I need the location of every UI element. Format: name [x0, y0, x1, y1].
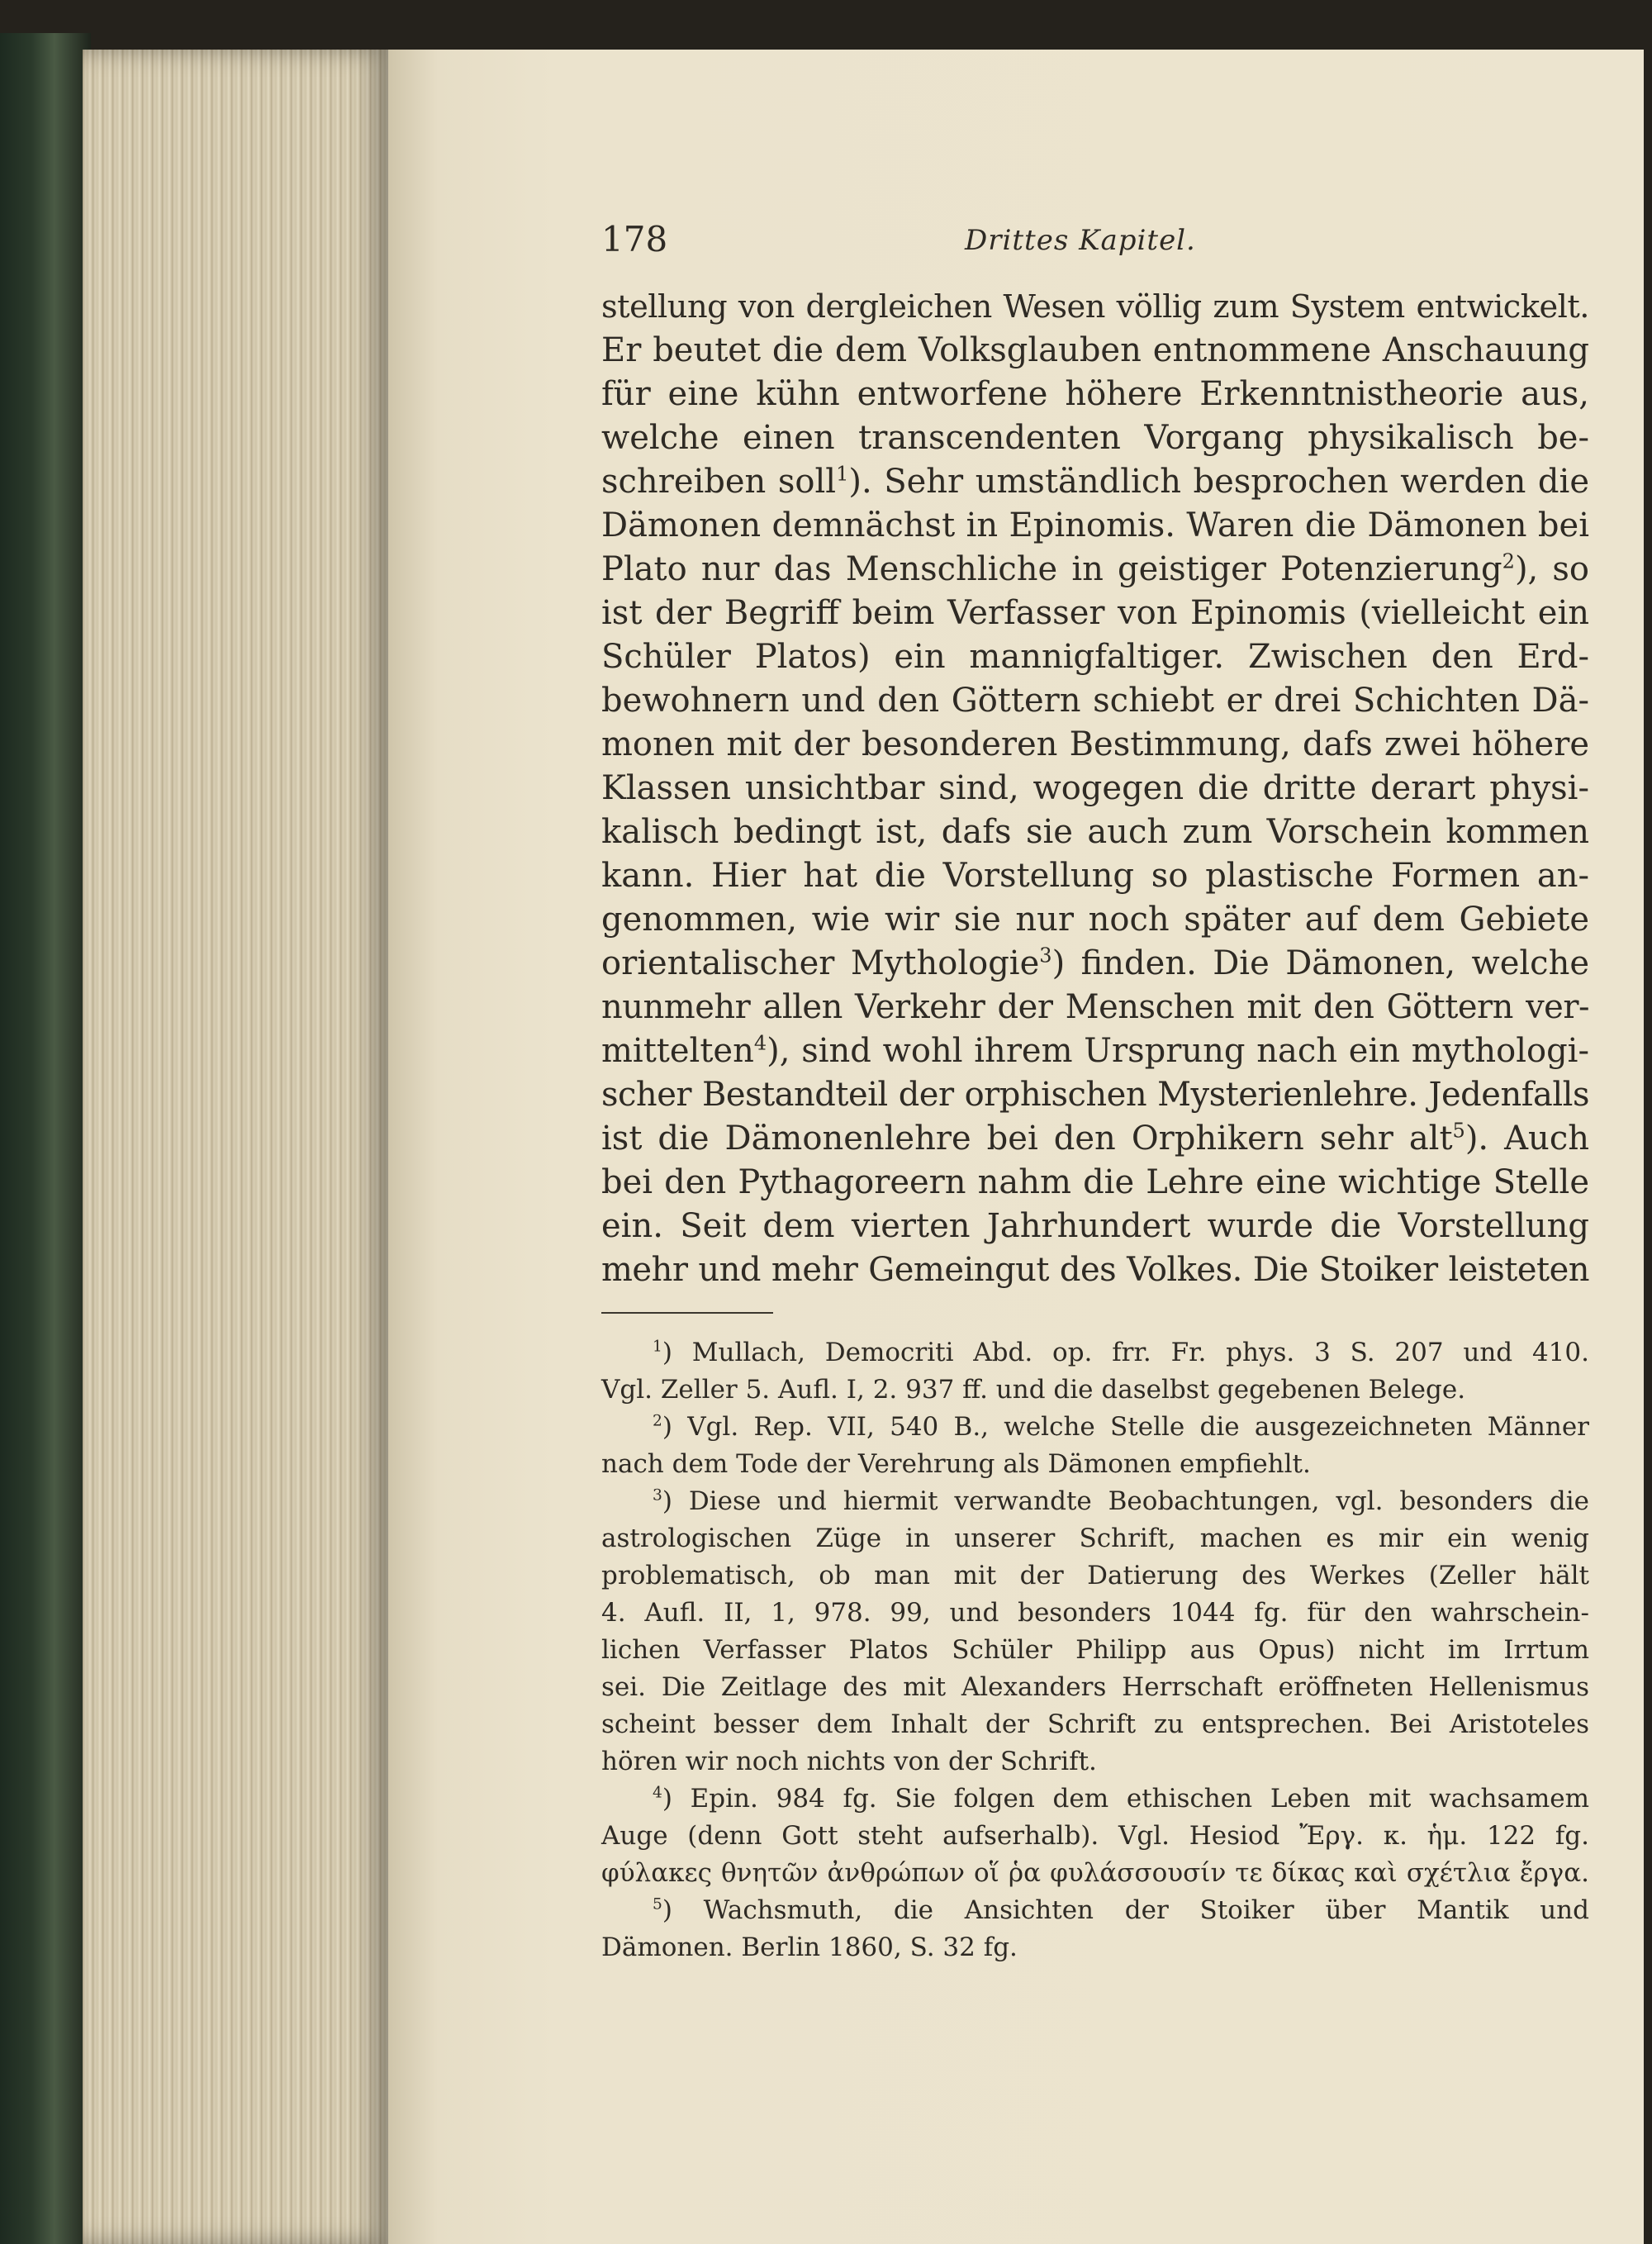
body-line-text: kalisch bedingt ist, dafs sie auch zum Vorschein kommen: [601, 813, 1589, 851]
body-line: [601, 460, 1589, 504]
body-line-text: mehr und mehr Gemeingut des Volkes. Die Stoiker leisteten: [601, 1251, 1589, 1289]
body-text: [601, 285, 1589, 1292]
body-line-text: ist die Dämonenlehre bei den Orphikern sehr alt: [601, 1120, 1453, 1158]
body-line: [601, 1117, 1589, 1161]
body-line-text: Dämonen demnächst in Epinomis. Waren die Dämonen bei: [601, 506, 1589, 544]
body-line: [601, 1205, 1589, 1248]
body-line: [601, 723, 1589, 767]
footnote-text: lichen Verfasser Platos Schüler Philipp aus Opus) nicht im Irrtum: [601, 1635, 1589, 1665]
body-line: [601, 854, 1589, 898]
body-line: [601, 635, 1589, 679]
book-cover: [0, 33, 91, 2244]
footnote-line: [601, 1557, 1589, 1595]
body-line: [601, 942, 1589, 986]
body-line: [601, 811, 1589, 854]
body-line-text: Er beutet die dem Volksglauben entnommene Anschauung: [601, 331, 1589, 369]
footnote-text: nach dem Tode der Verehrung als Dämonen empfiehlt.: [601, 1449, 1311, 1479]
body-line: [601, 898, 1589, 942]
body-line-text: nunmehr allen Verkehr der Menschen mit den Göttern ver-: [601, 988, 1589, 1026]
footnote-text: sei. Die Zeitlage des mit Alexanders Herrschaft eröffneten Hellenismus: [601, 1672, 1589, 1702]
footnote-line: [601, 1632, 1589, 1669]
body-line-text: mittelten: [601, 1032, 754, 1070]
page-number: 178: [601, 219, 668, 259]
footnote-rule: [601, 1312, 773, 1314]
body-line: [601, 1248, 1589, 1292]
body-line-text: ist der Begriff beim Verfasser von Epinomis (vielleicht ein: [601, 594, 1589, 632]
footnote-text: ) Epin. 984 fg. Sie folgen dem ethischen Leben mit wachsamem: [662, 1784, 1589, 1814]
footnote-line: [601, 1818, 1589, 1855]
body-line-text: Klassen unsichtbar sind, wogegen die dritte derart physi-: [601, 769, 1589, 807]
footnote-line: [601, 1743, 1589, 1780]
body-line-text: monen mit der besonderen Bestimmung, dafs zwei höhere: [601, 725, 1589, 763]
footnote-ref: 3: [1039, 944, 1052, 967]
body-line-text: schreiben soll: [601, 463, 837, 501]
footnote-text: 4. Aufl. II, 1, 978. 99, und besonders 1044 fg. für den wahrschein-: [601, 1598, 1589, 1628]
body-line-text: kann. Hier hat die Vorstellung so plastische Formen an-: [601, 857, 1589, 895]
body-line: [601, 1073, 1589, 1117]
footnote-line: [601, 1929, 1589, 1966]
footnote-text: hören wir noch nichts von der Schrift.: [601, 1747, 1097, 1776]
footnote-text: ) Vgl. Rep. VII, 540 B., welche Stelle die ausgezeichneten Männer: [662, 1412, 1589, 1442]
footnote-text: φύλακες θνητῶν ἀνθρώπων οἵ ῥα φυλάσσουσίν τε δίκας καὶ σχέτλια ἔργα.: [601, 1858, 1589, 1888]
body-line-text: ein. Seit dem vierten Jahrhundert wurde die Vorstellung: [601, 1207, 1589, 1245]
footnote-text: ) Mullach, Democriti Abd. op. frr. Fr. phys. 3 S. 207 und 410.: [662, 1338, 1589, 1367]
body-line-text: welche einen transcendenten Vorgang physikalisch be-: [601, 419, 1589, 457]
book-page: [388, 50, 1644, 2244]
footnote-line: [601, 1892, 1589, 1929]
footnote-ref: 1: [836, 462, 849, 486]
body-line-text: ). Auch: [1464, 1120, 1589, 1158]
footnote-ref: 2: [1502, 549, 1515, 573]
footnote-text: scheint besser dem Inhalt der Schrift zu entsprechen. Bei Aristoteles: [601, 1709, 1589, 1739]
footnote-mark: 3: [653, 1486, 662, 1505]
footnote-line: [601, 1780, 1589, 1818]
body-line-text: ), so: [1514, 550, 1589, 588]
body-line-text: für eine kühn entworfene höhere Erkenntnistheorie aus,: [601, 375, 1589, 413]
footnote-mark: 2: [653, 1412, 662, 1430]
footnote-line: [601, 1706, 1589, 1743]
footnote-text: Vgl. Zeller 5. Aufl. I, 2. 937 ff. und die daselbst gegebenen Belege.: [601, 1375, 1466, 1405]
body-line-text: stellung von dergleichen Wesen völlig zum System entwickelt.: [601, 288, 1589, 326]
body-line: [601, 1029, 1589, 1073]
footnote-text: ) Wachsmuth, die Ansichten der Stoiker über Mantik und: [662, 1895, 1589, 1925]
body-line: [601, 986, 1589, 1029]
body-line: [601, 416, 1589, 460]
footnote-mark: 4: [653, 1784, 662, 1802]
body-line-text: ), sind wohl ihrem Ursprung nach ein mythologi-: [767, 1032, 1589, 1070]
page-edges: [83, 50, 390, 2244]
body-line: [601, 285, 1589, 329]
body-line-text: Schüler Platos) ein mannigfaltiger. Zwischen den Erd-: [601, 638, 1589, 676]
body-line: [601, 767, 1589, 811]
body-line: [601, 373, 1589, 416]
footnote-line: [601, 1446, 1589, 1483]
body-line: [601, 329, 1589, 373]
footnote-line: [601, 1483, 1589, 1520]
body-line: [601, 548, 1589, 592]
footnote-line: [601, 1334, 1589, 1372]
footnote-text: Auge (denn Gott steht aufserhalb). Vgl. Hesiod Ἔργ. κ. ἡμ. 122 fg.: [601, 1821, 1589, 1851]
footnote-text: ) Diese und hiermit verwandte Beobachtungen, vgl. besonders die: [662, 1486, 1589, 1516]
footnote-ref: 4: [753, 1031, 767, 1055]
running-head: Drittes Kapitel.: [965, 224, 1196, 257]
body-line-text: orientalischer Mythologie: [601, 944, 1040, 982]
page-header: [601, 219, 1586, 277]
footnote-text: Dämonen. Berlin 1860, S. 32 fg.: [601, 1933, 1018, 1962]
footnote-mark: 1: [653, 1338, 662, 1356]
footnote-line: [601, 1372, 1589, 1409]
footnote-text: astrologischen Züge in unserer Schrift, machen es mir ein wenig: [601, 1524, 1589, 1553]
footnote-line: [601, 1669, 1589, 1706]
footnote-text: problematisch, ob man mit der Datierung des Werkes (Zeller hält: [601, 1561, 1589, 1590]
footnote-line: [601, 1855, 1589, 1892]
footnote-line: [601, 1409, 1589, 1446]
body-line-text: ) finden. Die Dämonen, welche: [1051, 944, 1589, 982]
footnote-line: [601, 1520, 1589, 1557]
body-line-text: bei den Pythagoreern nahm die Lehre eine wichtige Stelle: [601, 1163, 1589, 1201]
body-line-text: scher Bestandteil der orphischen Mysterienlehre. Jedenfalls: [601, 1076, 1589, 1114]
body-line-text: ). Sehr umständlich besprochen werden die: [848, 463, 1589, 501]
body-line-text: genommen, wie wir sie nur noch später auf dem Gebiete: [601, 901, 1589, 939]
footnotes: [601, 1334, 1589, 1966]
footnote-line: [601, 1595, 1589, 1632]
body-line-text: bewohnern und den Göttern schiebt er drei Schichten Dä-: [601, 682, 1589, 720]
footnote-ref: 5: [1452, 1119, 1465, 1143]
body-line-text: Plato nur das Menschliche in geistiger Potenzierung: [601, 550, 1502, 588]
body-line: [601, 592, 1589, 635]
footnote-mark: 5: [653, 1895, 662, 1914]
body-line: [601, 504, 1589, 548]
body-line: [601, 1161, 1589, 1205]
body-line: [601, 679, 1589, 723]
